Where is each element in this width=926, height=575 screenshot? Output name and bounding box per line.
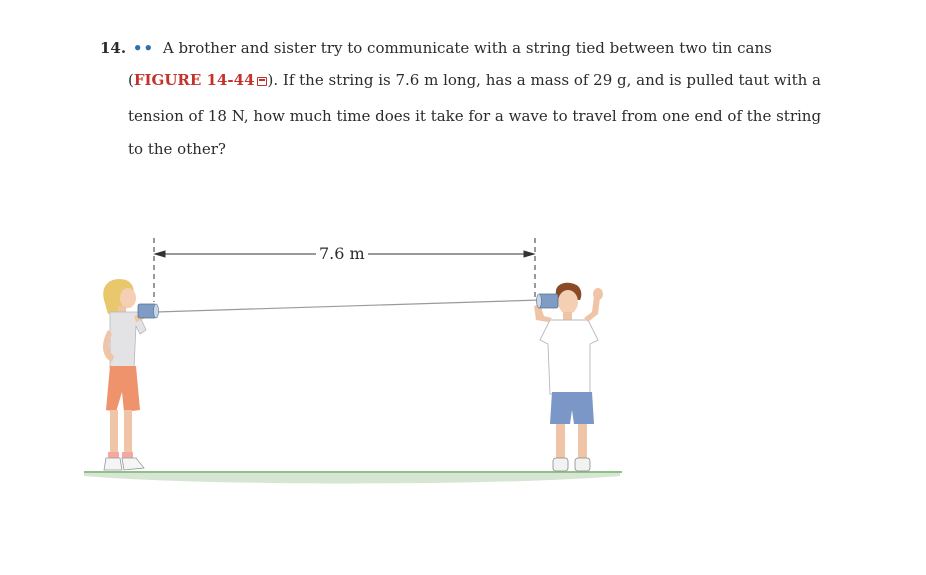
figure-reference-link[interactable]: FIGURE 14-44 (133, 71, 255, 89)
problem-text-1: A brother and sister try to communicate with a string tied between two tin cans (162, 39, 772, 57)
ground (84, 472, 622, 484)
problem-text-2: ). If the string is 7.6 m long, has a mass of 29 g, and is pulled taut with a (267, 71, 821, 89)
problem-text-4: to the other? (128, 140, 226, 158)
dimension-label: 7.6 m (316, 244, 368, 264)
difficulty-dots: •• (132, 39, 155, 57)
brother-figure (534, 283, 603, 471)
sister-figure (103, 279, 158, 470)
problem-text-3: tension of 18 N, how much time does it take for a wave to travel from one end of the string (128, 107, 822, 125)
problem-number: 14. (100, 39, 127, 57)
string (156, 300, 540, 312)
open-paren: ( (128, 71, 134, 89)
